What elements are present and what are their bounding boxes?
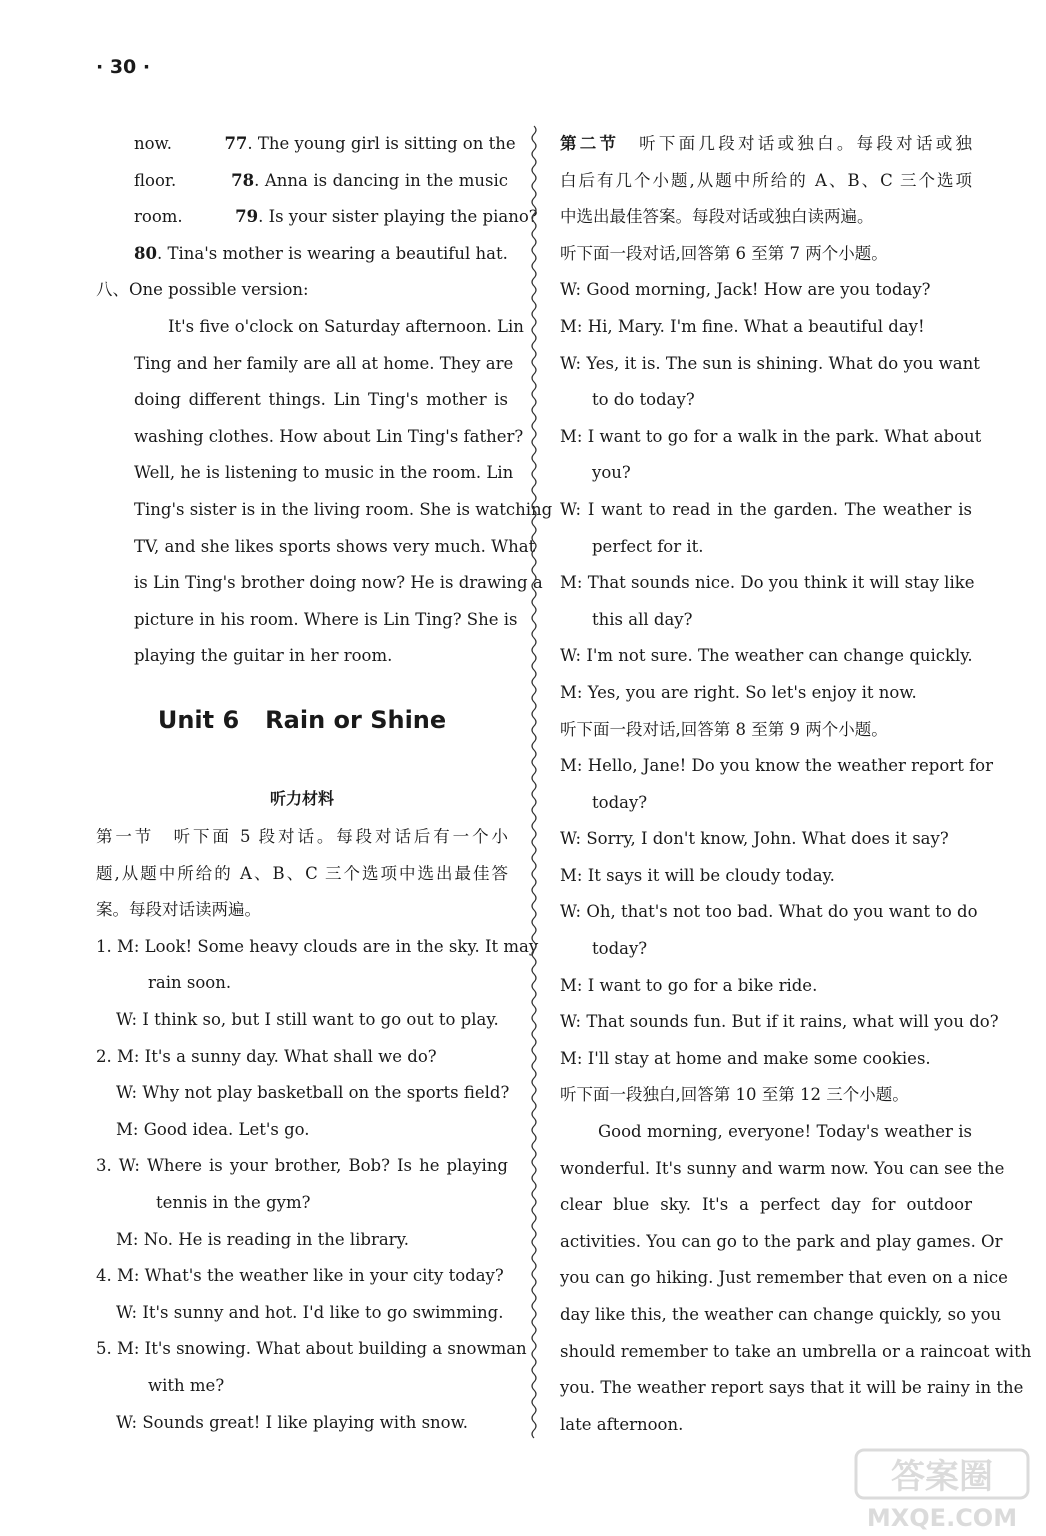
dialogue-line: M: Hi, Mary. I'm fine. What a beautiful day! [560,316,925,336]
dialogue-line: you? [592,463,631,483]
dialogue-line: W: I'm not sure. The weather can change quickly. [560,646,973,666]
section-1-instruction: 案。每段对话读两遍。 [96,900,261,920]
dialogue-line: M: That sounds nice. Do you think it will stay like [560,573,975,593]
dialogue-line: day like this, the weather can change quickly, so you [560,1305,1002,1324]
left-column-lower [96,819,539,1441]
dialogue-line: 4. M: What's the weather like in your city today? [96,1266,504,1286]
essay-line: playing the guitar in her room. [134,646,393,666]
section-1-instruction: 第一节 听下面 5 段对话。每段对话后有一个小 [96,827,508,846]
dialogue-line: M: I want to go for a bike ride. [560,975,818,995]
essay-line: is Lin Ting's brother doing now? He is drawing a [134,573,543,593]
answer-line: floor. 78. Anna is dancing in the music [134,170,509,190]
dialogue-line: W: Good morning, Jack! How are you today? [560,280,931,300]
dialogue-line: W: I want to read in the garden. The weather is [560,499,972,519]
dialogue-line: should remember to take an umbrella or a raincoat with [560,1341,1032,1361]
dialogue-line: clear blue sky. It's a perfect day for outdoor [560,1195,972,1215]
dialogue-line: you. The weather report says that it will be rainy in the [560,1378,1024,1398]
left-column [96,126,553,675]
essay-line: doing different things. Lin Ting's mother is [134,390,508,410]
essay-line: Ting and her family are all at home. They are [134,353,514,373]
dialogue-line: Good morning, everyone! Today's weather is [598,1122,972,1142]
section-2-instruction: 第二节 听下面几段对话或独白。每段对话或独 [560,134,973,153]
essay-line: Ting's sister is in the living room. She is watching [134,499,553,519]
dialogue-line: rain soon. [148,973,232,993]
dialogue-line: W: That sounds fun. But if it rains, what will you do? [560,1012,999,1032]
dialogue-instruction: 听下面一段对话,回答第 8 至第 9 两个小题。 [560,719,888,739]
essay-line: washing clothes. How about Lin Ting's father? [134,426,524,446]
dialogue-line: 3. W: Where is your brother, Bob? Is he playing [96,1156,508,1176]
answer-line: now. 77. The young girl is sitting on the [134,134,516,153]
dialogue-line: tennis in the gym? [156,1192,311,1212]
listening-title: 听力材料 [269,789,334,808]
section-1-instruction: 题,从题中所给的 A、B、C 三个选项中选出最佳答 [96,863,508,883]
dialogue-line: today? [592,792,648,812]
section-2-instruction: 中选出最佳答案。每段对话或独白读两遍。 [560,207,874,227]
essay-line: picture in his room. Where is Lin Ting? She is [134,609,518,629]
essay-line: Well, he is listening to music in the room. Lin [134,463,514,483]
dialogue-line: W: Why not play basketball on the sports field? [116,1083,510,1103]
dialogue-line: with me? [148,1375,225,1395]
dialogue-line: late afternoon. [560,1414,684,1434]
dialogue-instruction: 听下面一段独白,回答第 10 至第 12 三个小题。 [560,1085,909,1105]
section-2-instruction: 白后有几个小题,从题中所给的 A、B、C 三个选项 [560,170,972,190]
essay [96,309,553,675]
column-divider [527,126,541,1436]
dialogue-line: this all day? [592,609,693,629]
svg-text:答案圈: 答案圈 [891,1457,993,1497]
dialogue-line: W: Sounds great! I like playing with snow. [116,1412,469,1432]
dialogue-line: to do today? [592,390,695,410]
answer-line: 80. Tina's mother is wearing a beautiful hat. [134,243,508,263]
answer-line: room. 79. Is your sister playing the piano? [134,207,538,227]
essay-line: It's five o'clock on Saturday afternoon. Lin [168,316,524,336]
dialogue-line: today? [592,939,648,959]
dialogue-line: M: Good idea. Let's go. [116,1119,310,1139]
svg-text:MXQE.COM: MXQE.COM [866,1504,1018,1532]
unit-title: Unit 6 Rain or Shine [157,706,447,734]
dialogue-line: M: I want to go for a walk in the park. What about [560,426,982,446]
dialogue-line: W: Yes, it is. The sun is shining. What do you want [560,353,980,373]
dialogue-line: W: Sorry, I don't know, John. What does it say? [560,829,949,849]
dialogue-line: M: Hello, Jane! Do you know the weather report for [560,756,993,776]
dialogue-line: M: Yes, you are right. So let's enjoy it now. [560,682,917,702]
dialogue-line: you can go hiking. Just remember that even on a nice [560,1268,1008,1288]
dialogue-line: wonderful. It's sunny and warm now. You can see the [560,1158,1005,1178]
dialogue-instruction: 听下面一段对话,回答第 6 至第 7 两个小题。 [560,243,888,263]
essay-line: TV, and she likes sports shows very much. What [134,536,536,556]
dialogue-line: activities. You can go to the park and play games. Or [560,1231,1003,1251]
dialogue-line: M: It says it will be cloudy today. [560,865,835,885]
dialogue-line: M: No. He is reading in the library. [116,1229,409,1249]
dialogue-line: W: I think so, but I still want to go out to play. [116,1009,499,1029]
dialogue-line: 2. M: It's a sunny day. What shall we do? [96,1046,437,1066]
page-number: · 30 · [96,56,151,78]
section-8-heading: 八、One possible version: [96,280,309,300]
dialogue-line: M: I'll stay at home and make some cookies. [560,1048,931,1068]
dialogue-line: 5. M: It's snowing. What about building a snowman [96,1339,527,1359]
right-column [560,126,1032,1443]
dialogue-line: 1. M: Look! Some heavy clouds are in the sky. It may [96,936,539,956]
dialogue-line: W: It's sunny and hot. I'd like to go swimming. [116,1302,504,1322]
dialogue-line: W: Oh, that's not too bad. What do you want to do [560,902,978,922]
watermark-logo [854,1446,1032,1532]
dialogue-line: perfect for it. [592,536,704,556]
